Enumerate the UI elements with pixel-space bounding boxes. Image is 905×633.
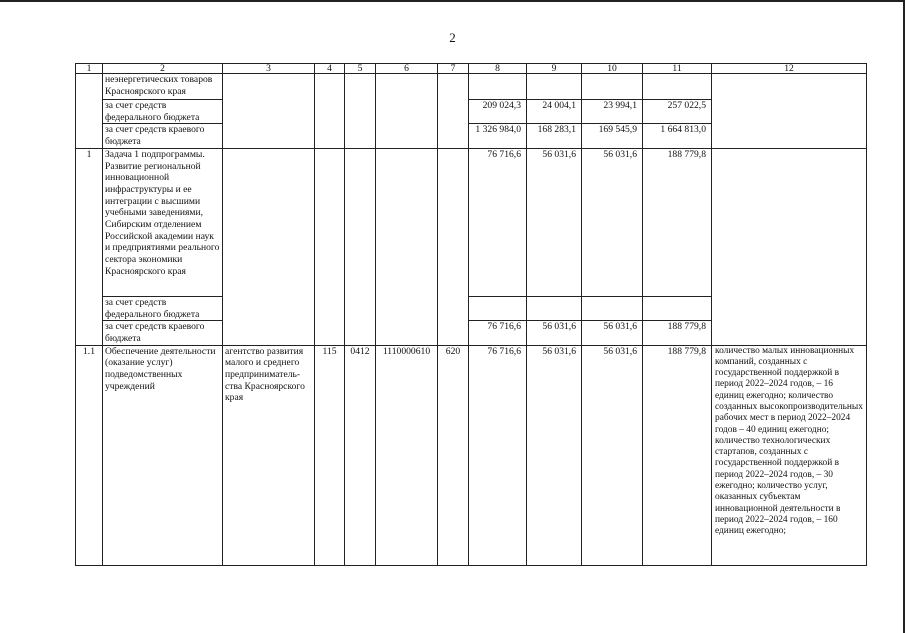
cell-executor xyxy=(223,148,315,296)
cell-c6 xyxy=(376,100,438,124)
col-header-8: 8 xyxy=(469,64,527,74)
page-number: 2 xyxy=(449,30,456,45)
cell-executor xyxy=(223,100,315,124)
cell-index xyxy=(76,100,103,124)
cell-v8 xyxy=(469,296,527,320)
cell-result xyxy=(712,321,867,345)
cell-name: Задача 1 подпрограммы. Развитие региональной инновационной инфраструктуры и ее интеграции с высшими учебными заведениями, Сибирским отделением Российской академии наук и предприятиями реального сектора экономики Красноярского края xyxy=(103,148,223,296)
cell-v8: 209 024,3 xyxy=(469,100,527,124)
cell-result xyxy=(712,74,867,100)
cell-executor xyxy=(223,124,315,148)
cell-v11 xyxy=(643,74,712,100)
table-row xyxy=(76,296,867,320)
col-header-7: 7 xyxy=(438,64,469,74)
col-header-6: 6 xyxy=(376,64,438,74)
table-row xyxy=(76,100,867,124)
cell-v10 xyxy=(582,74,643,100)
cell-index xyxy=(76,296,103,320)
cell-v8: 76 716,6 xyxy=(469,148,527,296)
cell-c7: 620 xyxy=(438,345,469,565)
cell-c6 xyxy=(376,296,438,320)
col-header-3: 3 xyxy=(223,64,315,74)
cell-c4 xyxy=(315,296,345,320)
cell-name: за счет средств краевого бюджета xyxy=(103,124,223,148)
cell-v9 xyxy=(527,74,582,100)
cell-v10: 56 031,6 xyxy=(582,321,643,345)
col-header-12: 12 xyxy=(712,64,867,74)
cell-v11 xyxy=(643,296,712,320)
cell-c7 xyxy=(438,148,469,296)
cell-c6 xyxy=(376,321,438,345)
cell-v8: 76 716,6 xyxy=(469,345,527,565)
cell-name: за счет средств краевого бюджета xyxy=(103,321,223,345)
table-row xyxy=(76,345,867,565)
col-header-9: 9 xyxy=(527,64,582,74)
cell-v11: 257 022,5 xyxy=(643,100,712,124)
cell-v10: 169 545,9 xyxy=(582,124,643,148)
cell-c4 xyxy=(315,74,345,100)
cell-c7 xyxy=(438,100,469,124)
cell-c7 xyxy=(438,74,469,100)
cell-result xyxy=(712,124,867,148)
cell-v9 xyxy=(527,296,582,320)
cell-c4 xyxy=(315,321,345,345)
cell-executor xyxy=(223,74,315,100)
col-header-1: 1 xyxy=(76,64,103,74)
cell-v10: 56 031,6 xyxy=(582,345,643,565)
cell-v11: 188 779,8 xyxy=(643,148,712,296)
col-header-5: 5 xyxy=(345,64,376,74)
col-header-11: 11 xyxy=(643,64,712,74)
cell-result xyxy=(712,296,867,320)
page-edge-top xyxy=(0,0,905,2)
cell-v9: 56 031,6 xyxy=(527,148,582,296)
cell-executor xyxy=(223,296,315,320)
cell-executor: агентство развития малого и среднего предприниматель-ства Красноярского края xyxy=(223,345,315,565)
cell-v9: 24 004,1 xyxy=(527,100,582,124)
cell-result xyxy=(712,148,867,296)
cell-index xyxy=(76,74,103,100)
cell-name: за счет средств федерального бюджета xyxy=(103,100,223,124)
cell-v11: 1 664 813,0 xyxy=(643,124,712,148)
cell-c4 xyxy=(315,124,345,148)
cell-c5 xyxy=(345,296,376,320)
cell-v9: 168 283,1 xyxy=(527,124,582,148)
table-row xyxy=(76,124,867,148)
cell-c5 xyxy=(345,148,376,296)
header-row xyxy=(76,64,867,74)
cell-result xyxy=(712,100,867,124)
cell-index xyxy=(76,321,103,345)
cell-c7 xyxy=(438,296,469,320)
cell-v8 xyxy=(469,74,527,100)
cell-v10 xyxy=(582,296,643,320)
cell-c5 xyxy=(345,100,376,124)
cell-index: 1 xyxy=(76,148,103,296)
cell-name: за счет средств федерального бюджета xyxy=(103,296,223,320)
col-header-10: 10 xyxy=(582,64,643,74)
cell-c6 xyxy=(376,74,438,100)
cell-index: 1.1 xyxy=(76,345,103,565)
cell-c4 xyxy=(315,148,345,296)
cell-c6 xyxy=(376,148,438,296)
table-row xyxy=(76,148,867,296)
cell-c6 xyxy=(376,124,438,148)
cell-index xyxy=(76,124,103,148)
cell-result: количество малых инновационных компаний, созданных с государственной поддержкой в период 2022–2024 годов, – 16 единиц ежегодно; количество созданных высокопроизводительных рабочих мест в период 2022–2024 годов – 40 единиц ежегодно; количество технологических стартапов, созданных с государственной поддержкой в период 2022–2024 годов, – 30 ежегодно; количество услуг, оказанных субъектам инновационной деятельности в период 2022–2024 годов, – 160 единиц ежегодно; xyxy=(712,345,867,565)
cell-c7 xyxy=(438,124,469,148)
table-row xyxy=(76,321,867,345)
cell-name: неэнергетических товаров Красноярского края xyxy=(103,74,223,100)
col-header-4: 4 xyxy=(315,64,345,74)
cell-v9: 56 031,6 xyxy=(527,321,582,345)
cell-v11: 188 779,8 xyxy=(643,321,712,345)
col-header-2: 2 xyxy=(103,64,223,74)
cell-v10: 23 994,1 xyxy=(582,100,643,124)
cell-c6: 1110000610 xyxy=(376,345,438,565)
cell-c5 xyxy=(345,74,376,100)
cell-v8: 76 716,6 xyxy=(469,321,527,345)
cell-c7 xyxy=(438,321,469,345)
program-table xyxy=(75,63,867,566)
cell-c5 xyxy=(345,124,376,148)
table-row xyxy=(76,74,867,100)
cell-executor xyxy=(223,321,315,345)
cell-c4 xyxy=(315,100,345,124)
cell-name: Обеспечение деятельности (оказание услуг) подведомственных учреждений xyxy=(103,345,223,565)
cell-c5: 0412 xyxy=(345,345,376,565)
cell-c5 xyxy=(345,321,376,345)
cell-v8: 1 326 984,0 xyxy=(469,124,527,148)
cell-v10: 56 031,6 xyxy=(582,148,643,296)
cell-v9: 56 031,6 xyxy=(527,345,582,565)
cell-v11: 188 779,8 xyxy=(643,345,712,565)
cell-c4: 115 xyxy=(315,345,345,565)
